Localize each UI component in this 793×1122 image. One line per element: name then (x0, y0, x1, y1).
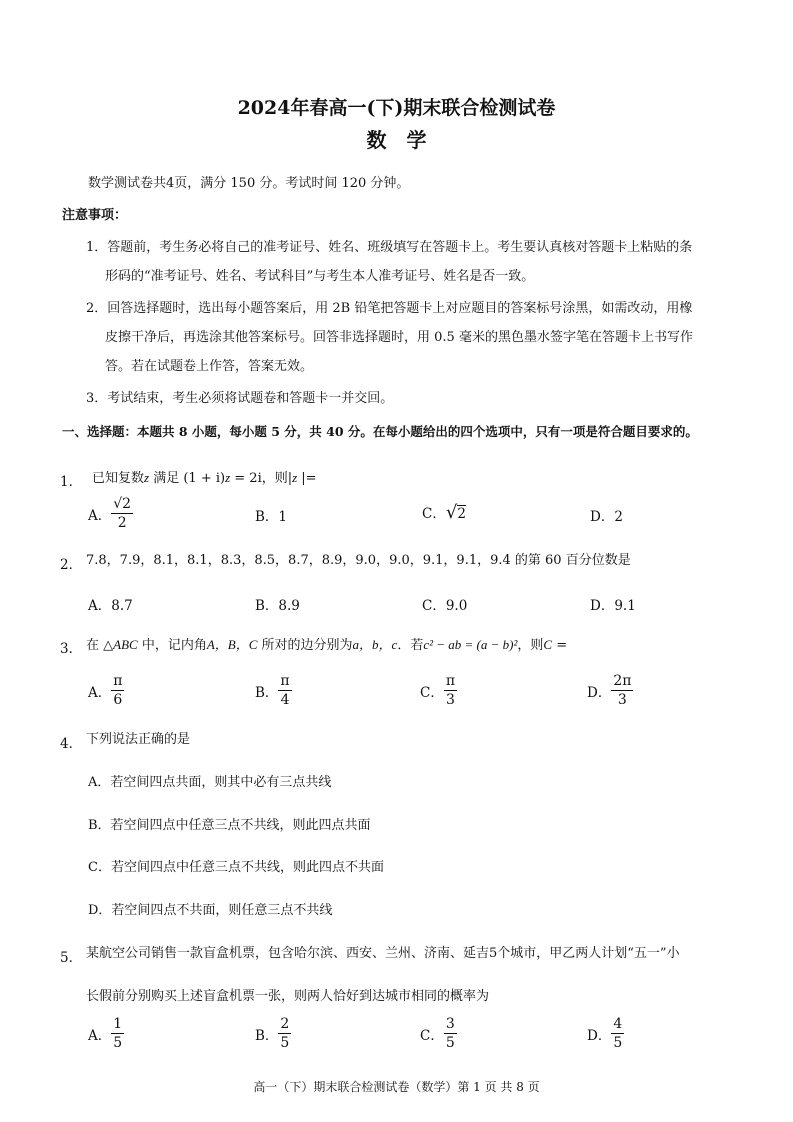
q3-b-numerator: π (280, 673, 290, 689)
q3-b-fraction (278, 672, 291, 709)
notice-heading: 注意事项： (62, 208, 128, 223)
q3-d-fraction (611, 672, 633, 709)
q2-option-c: C．9.0 (422, 598, 468, 614)
q1-option-b (255, 505, 287, 525)
q1-c-sqrt: √ (445, 502, 458, 523)
q1-text-post: |= (297, 471, 317, 486)
q5-option-c (420, 1015, 457, 1052)
q1-a-denominator: 2 (117, 515, 127, 531)
q5-d-fraction (611, 1015, 624, 1052)
q4-option-a: A．若空间四点共面，则其中必有三点共线 (88, 775, 332, 790)
q2-option-a: A．8.7 (88, 598, 133, 614)
q5-option-b (255, 1015, 291, 1052)
q1-number: 1． (60, 474, 83, 490)
q1-c-value: 2 (457, 506, 466, 522)
q3-b-label: B． (255, 684, 279, 701)
q3-triangle: ABC (113, 637, 138, 652)
q3-angles: A，B，C (206, 637, 258, 652)
q5-b-numerator: 2 (280, 1016, 290, 1032)
q1-option-c (422, 502, 466, 523)
q1-a-fraction (111, 495, 133, 532)
q1-option-d (590, 505, 623, 525)
q4-option-d: D．若空间四点不共面，则任意三点不共线 (88, 903, 333, 918)
q3-c-fraction (444, 672, 457, 709)
q5-number: 5． (60, 950, 83, 966)
q5-d-numerator: 4 (613, 1016, 623, 1032)
q3-option-a (88, 672, 124, 709)
q3-option-d (587, 672, 633, 709)
q3-c-denominator: 3 (445, 692, 455, 708)
q4-stem: 下列说法正确的是 (86, 732, 191, 747)
q5-b-label: B． (255, 1027, 279, 1044)
q1-c-label: C． (422, 506, 446, 522)
q3-stem (86, 635, 567, 656)
q5-option-a (88, 1015, 124, 1052)
notice-item-1-line2: 形码的“准考证号、姓名、考试科目”与考生本人准考证号、姓名是否一致。 (105, 269, 535, 284)
q1-option-a (88, 495, 133, 532)
q1-a-numerator: √2 (113, 496, 132, 512)
q3-text-mid3: ．若 (397, 638, 424, 653)
q1-b-label: B． (255, 509, 279, 525)
q2-stem: 7.8，7.9，8.1，8.1，8.3，8.5，8.7，8.9，9.0，9.0，9.1，9.1，9.4 的第 60 百分位数是 (86, 553, 631, 568)
q3-text-pre: 在 △ (86, 638, 114, 653)
q1-a-label: A． (88, 507, 112, 524)
q5-stem-line2: 长假前分别购买上述盲盒机票一张，则两人恰好到达城市相同的概率为 (86, 989, 490, 1004)
q3-a-fraction (111, 672, 124, 709)
q3-d-label: D． (587, 684, 612, 701)
q1-text-mid: 满足 (1 + i) (149, 471, 226, 486)
q3-formula: c² − ab = (a − b)² (423, 637, 518, 652)
q3-text-mid2: 所对的边分别为 (257, 638, 353, 653)
notice-item-2-line3: 答。若在试题卷上作答，答案无效。 (105, 359, 314, 374)
q3-var-c: C (543, 637, 553, 652)
notice-item-1-line1: 1．答题前，考生务必将自己的准考证号、姓名、班级填写在答题卡上。考生要认真核对答题卡上粘贴的条 (86, 240, 693, 255)
q3-option-c (420, 672, 457, 709)
q5-a-numerator: 1 (113, 1016, 123, 1032)
q1-stem (92, 468, 317, 489)
subject-title: 数学 (366, 128, 447, 152)
q3-c-label: C． (420, 684, 444, 701)
page-title: 2024年春高一(下)期末联合检测试卷 (237, 97, 556, 119)
q3-text-eq: = (552, 638, 568, 653)
notice-item-3-line1: 3．考试结束，考生必须将试题卷和答题卡一并交回。 (86, 391, 394, 406)
q1-d-label: D． (590, 509, 615, 525)
section-heading: 一、选择题：本题共 8 小题，每小题 5 分，共 40 分。在每小题给出的四个选项中，只有一项是符合题目要求的。 (62, 424, 698, 439)
q5-b-fraction (278, 1015, 291, 1052)
q3-b-denominator: 4 (280, 692, 290, 708)
q4-number: 4． (60, 736, 83, 752)
q3-sides: a，b，c (352, 637, 398, 652)
q2-option-d: D．9.1 (590, 598, 636, 614)
q3-text-post: ，则 (517, 638, 544, 653)
q3-text-mid: 中，记内角 (137, 638, 207, 653)
q3-a-label: A． (88, 684, 112, 701)
q5-c-label: C． (420, 1027, 444, 1044)
q4-option-c: C．若空间四点中任意三点不共线，则此四点不共面 (88, 860, 384, 875)
notice-item-2-line2: 皮擦干净后，再选涂其他答案标号。回答非选择题时，用 0.5 毫米的黑色墨水签字笔在答题卡上书写作 (105, 330, 693, 345)
q1-var-z2: z (225, 470, 231, 485)
q5-c-fraction (444, 1015, 457, 1052)
q1-text-eq: = 2i，则| (230, 471, 293, 486)
q2-number: 2． (60, 557, 83, 573)
q1-var-z: z (144, 470, 150, 485)
q1-b-value: 1 (278, 509, 288, 525)
q2-option-b: B．8.9 (255, 598, 300, 614)
q5-c-denominator: 5 (445, 1035, 455, 1051)
q1-var-z3: z (292, 470, 298, 485)
notice-item-2-line1: 2．回答选择题时，选出每小题答案后，用 2B 铅笔把答题卡上对应题目的答案标号涂黑，如需改动，用橡 (86, 301, 693, 316)
q3-c-numerator: π (445, 673, 456, 689)
q5-a-denominator: 5 (113, 1035, 123, 1051)
intro-text: 数学测试卷共4页，满分 150 分。考试时间 120 分钟。 (88, 176, 410, 191)
q3-d-denominator: 3 (617, 692, 627, 708)
q3-number: 3． (60, 641, 83, 657)
page-footer: 高一（下）期末联合检测试卷（数学）第 1 页 共 8 页 (253, 1080, 540, 1094)
q5-stem-line1: 某航空公司销售一款盲盒机票，包含哈尔滨、西安、兰州、济南、延吉5个城市，甲乙两人计划“五一”小 (86, 946, 680, 961)
q3-option-b (255, 672, 292, 709)
q3-d-numerator: 2π (613, 673, 632, 689)
q1-d-value: 2 (614, 509, 623, 525)
q5-d-label: D． (587, 1027, 612, 1044)
q5-a-fraction (111, 1015, 124, 1052)
q5-b-denominator: 5 (280, 1035, 290, 1051)
q1-text-pre: 已知复数 (92, 471, 145, 486)
q5-d-denominator: 5 (613, 1035, 623, 1051)
q3-a-denominator: 6 (113, 692, 123, 708)
q5-c-numerator: 3 (445, 1016, 455, 1032)
q5-option-d (587, 1015, 624, 1052)
q5-a-label: A． (88, 1027, 112, 1044)
q3-a-numerator: π (113, 673, 123, 689)
q4-option-b: B．若空间四点中任意三点不共线，则此四点共面 (88, 818, 371, 833)
